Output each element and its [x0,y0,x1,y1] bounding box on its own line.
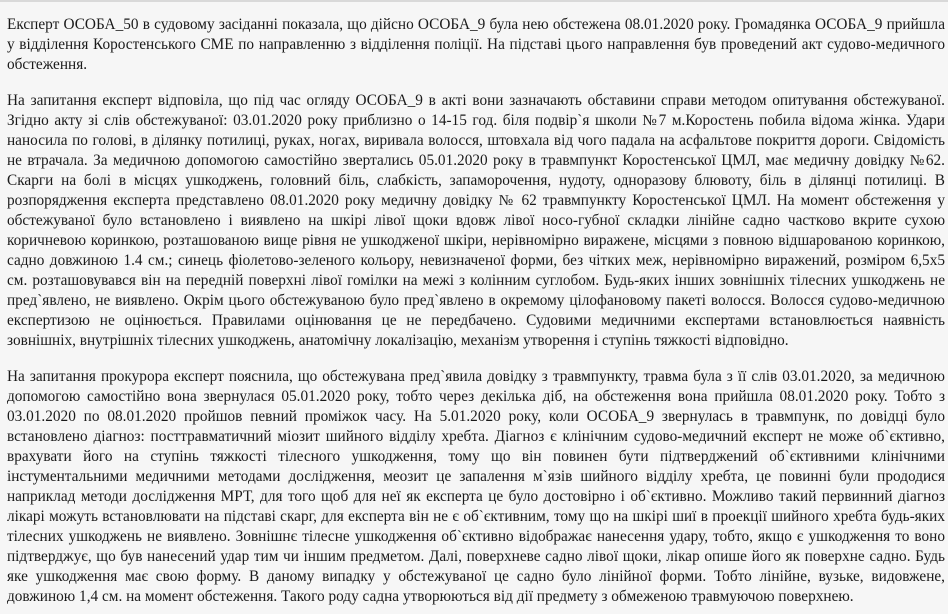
paragraph-prosecutor-question: На запитання прокурора експерт пояснила, що обстежувана пред`явила довідку з травмпункту, травма була з її слів 03.01.2020, за медичною допомогою самостійно вона звернулася 05.01.2020 року, тобто через декілька діб, на обстеження вона прийшла 08.01.2020 року. Тобто з 03.01.2020 по 08.01.2020 пройшов певний проміжок часу. На 5.01.2020 року, коли ОСОБА_9 звернулась в травмпунк, по довідці було встановлено діагноз: посттравматичний міозит шийного відділу хребта. Діагноз є клінічним судово-медичний експерт не може об`єктивно, врахувати його на ступінь тяжкості тілесного ушкодження, тому що він повинен бути підтверджений об`єктивними клінічними інстументальними медичними методами дослідження, меозит це запалення м`язів шийного відділу хребта, це повинні були прододися наприклад методи дослідження МРТ, для того щоб для неї як експерта це було достовірно і об`єктивно. Можливо такий первинний діагноз лікарі можуть встановлювати на підставі скарг, для експерта він не є об`єктивним, тому що на шкірі шиї в проекції шийного хребта будь-яких тілесних ушкоджень не виявлено. Зовнішнє тілесне ушкодження об`єктивно відображає нанесення удару, тобто, якщо є ушкодження то воно підтверджує, що був нанесений удар тим чи іншим предметом. Далі, поверхневе садно лівої щоки, лікар опише його як поверхне садно. Будь яке ушкодження має свою форму. В даному випадку у обстежуваної це садно було лінійної форми. Тобто лінійне, вузьке, видовжене, довжиною 1,4 см. на момент обстеження. Такого роду садна утворюються від дії предмету з обмеженою травмуючою поверхнею. [7,368,945,605]
paragraph-expert-answer: На запитання експерт відповіла, що під час огляду ОСОБА_9 в акті вони зазначають обставини справи методом опитування обстежуваної. Згідно акту зі слів обстежуваної: 03.01.2020 року приблизно о 14-15 год. біля подвір`я школи №7 м.Коростень побила відома жінка. Удари наносила по голові, в ділянку потилиці, руках, ногах, виривала волосся, штовхала від чого падала на асфальтове покриття дороги. Свідомість не втрачала. За медичною допомогою самостійно звертались 05.01.2020 року в травмпункт Коростенської ЦМЛ, має медичну довідку №62. Скарги на болі в місцях ушкоджень, головний біль, слабкість, запаморочення, нудоту, одноразову блювоту, біль в ділянці потилиці. В розпорядження експерта представлено 08.01.2020 року медичну довідку № 62 травмпункту Коростенської ЦМЛ. На момент обстеження у обстежуваної було встановлено і виявлено на шкірі лівої щоки вдовж лівої носо-губної складки лінійне садно частково вкрите сухою коричневою коринкою, розташованою вище рівня не ушкодженої шкіри, нерівномірно виражене, місцями з повною відшарованою коринкою, садно довжиною 1.4 см.; синець фіолетово-зеленого кольору, невизначеної форми, без чітких меж, нерівномірно виражений, розміром 6,5х5 см. розташовувався він на передній поверхні лівої гомілки на межі з колінним суглобом. Будь-яких інших зовнішніх тілесних ушкоджень не пред`явлено, не виявлено. Окрім цього обстежуваною було пред`явлено в окремому цілофановому пакеті волосся. Волосся судово-медичною експертизою не оцінюється. Правилами оцінювання це не передбачено. Судовими медичними експертами встановлюється наявність зовнішніх, внутрішніх тілесних ушкоджень, анатомічну локалізацію, механізм утворення і ступінь тяжкості відповідно. [7,92,945,349]
paragraph-expert-testimony: Експерт ОСОБА_50 в судовому засіданні показала, що дійсно ОСОБА_9 була нею обстежена 08.01.2020 року. Громадянка ОСОБА_9 прийшла у відділення Коростенського СМЕ по направленню з відділення поліції. На підставі цього направлення був проведений акт судово-медичного обстеження. [7,16,945,73]
